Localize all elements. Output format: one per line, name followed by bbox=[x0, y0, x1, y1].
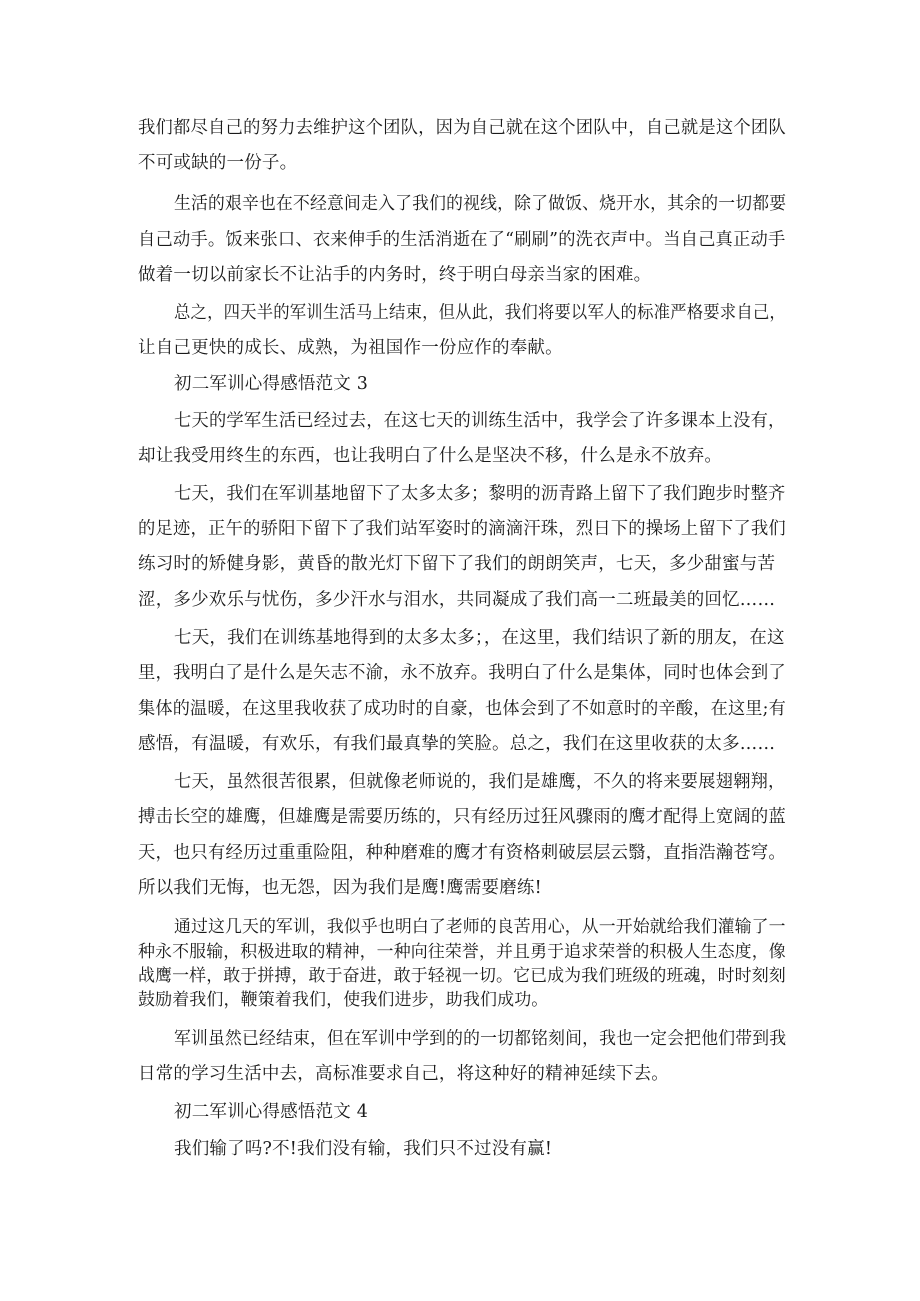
paragraph-line: 鼓励着我们，鞭策着我们，使我们进步，助我们成功。 bbox=[138, 990, 549, 1010]
paragraph-line: 所以我们无悔，也无怨，因为我们是鹰!鹰需要磨练! bbox=[138, 878, 542, 898]
paragraph-line: 日常的学习生活中去，高标准要求自己，将这种好的精神延续下去。 bbox=[138, 1064, 669, 1084]
paragraph-line: 不可或缺的一份子。 bbox=[138, 153, 298, 173]
paragraph-line: 七天，我们在训练基地得到的太多太多；，在这里，我们结识了新的朋友，在这 bbox=[174, 628, 785, 648]
paragraph-line: 我们都尽自己的努力去维护这个团队，因为自己就在这个团队中，自己就是这个团队 bbox=[138, 118, 786, 138]
paragraph-line: 自己动手。饭来张口、衣来伸手的生活消逝在了“刷刷”的洗衣声中。当自己真正动手 bbox=[138, 230, 786, 250]
paragraph-line: 搏击长空的雄鹰，但雄鹰是需要历练的，只有经历过狂风骤雨的鹰才配得上宽阔的蓝 bbox=[138, 807, 786, 827]
paragraph-line: 总之，四天半的军训生活马上结束，但从此，我们将要以军人的标准严格要求自己， bbox=[174, 303, 786, 323]
paragraph-line: 天，也只有经历过重重险阻，种种磨难的鹰才有资格刺破层层云翳，直指浩瀚苍穹。 bbox=[138, 843, 786, 863]
section-heading: 初二军训心得感悟范文 3 bbox=[174, 374, 369, 394]
paragraph-line: 七天，我们在军训基地留下了太多太多；黎明的沥青路上留下了我们跑步时整齐 bbox=[174, 484, 786, 504]
paragraph-line: 的足迹，正午的骄阳下留下了我们站军姿时的滴滴汗珠，烈日下的操场上留下了我们 bbox=[138, 519, 786, 539]
paragraph-line: 七天，虽然很苦很累，但就像老师说的，我们是雄鹰，不久的将来要展翅翱翔， bbox=[174, 772, 786, 792]
paragraph-line: 涩，多少欢乐与忧伤，多少汗水与泪水，共同凝成了我们高一二班最美的回忆…… bbox=[138, 590, 776, 610]
paragraph-line: 七天的学军生活已经过去，在这七天的训练生活中，我学会了许多课本上没有， bbox=[174, 411, 786, 431]
paragraph-line: 却让我受用终生的东西，也让我明白了什么是坚决不移，什么是永不放弃。 bbox=[138, 446, 723, 466]
paragraph-line: 生活的艰辛也在不经意间走入了我们的视线，除了做饭、烧开水，其余的一切都要 bbox=[174, 194, 787, 214]
paragraph-line: 集体的温暖，在这里我收获了成功时的自豪，也体会到了不如意时的辛酸，在这里;有 bbox=[138, 699, 786, 719]
paragraph-line: 战鹰一样，敢于拼搏，敢于奋进，敢于轻视一切。它已成为我们班级的班魂，时时刻刻 bbox=[138, 966, 786, 986]
paragraph-line: 做着一切以前家长不让沾手的内务时，终于明白母亲当家的困难。 bbox=[138, 265, 652, 285]
paragraph-line: 种永不服输，积极进取的精神，一种向往荣誉，并且勇于追求荣誉的积极人生态度，像 bbox=[138, 942, 786, 962]
paragraph-line: 练习时的矫健身影，黄昏的散光灯下留下了我们的朗朗笑声，七天，多少甜蜜与苦 bbox=[138, 554, 776, 574]
paragraph-line: 让自己更快的成长、成熟，为祖国作一份应作的奉献。 bbox=[138, 338, 563, 358]
paragraph-line: 我们输了吗?不!我们没有输，我们只不过没有赢! bbox=[174, 1139, 553, 1159]
paragraph-line: 通过这几天的军训，我似乎也明白了老师的良苦用心，从一开始就给我们灌输了一 bbox=[174, 917, 786, 937]
paragraph-line: 军训虽然已经结束，但在军训中学到的的一切都铭刻间，我也一定会把他们带到我 bbox=[174, 1029, 787, 1049]
section-heading: 初二军训心得感悟范文 4 bbox=[174, 1102, 369, 1122]
paragraph-line: 感悟，有温暖，有欢乐，有我们最真挚的笑脸。总之，我们在这里收获的太多…… bbox=[138, 734, 776, 754]
paragraph-line: 里，我明白了是什么是矢志不渝，永不放弃。我明白了什么是集体，同时也体会到了 bbox=[138, 663, 786, 683]
